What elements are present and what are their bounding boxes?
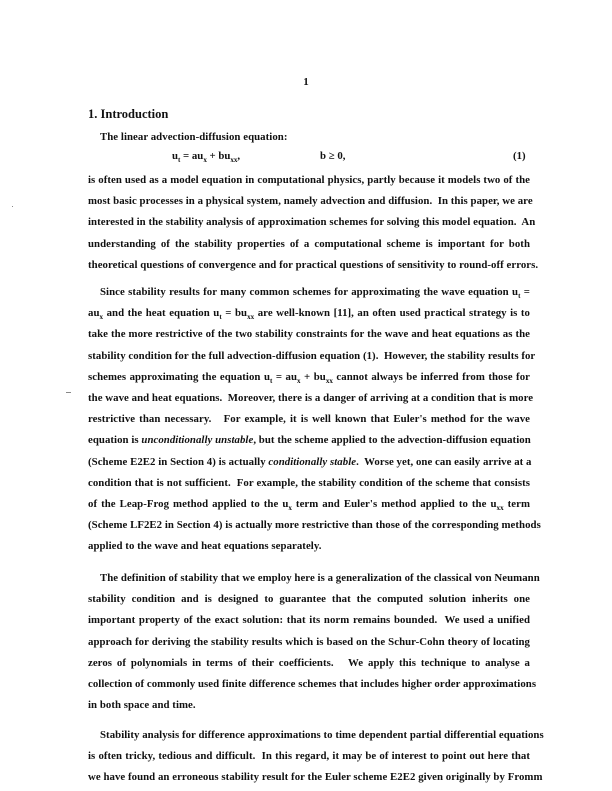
text-run: of the Leap-Frog method applied to the u	[88, 498, 289, 510]
eq-term: = au	[180, 150, 204, 162]
scan-speck	[12, 206, 13, 207]
eq-term: + bu	[206, 150, 231, 162]
equation-label: (1)	[513, 150, 526, 162]
text-line	[88, 237, 530, 251]
subscript: xx	[325, 376, 333, 385]
subscript: x	[288, 504, 292, 512]
text-run: =	[520, 286, 530, 298]
text-line	[88, 349, 536, 363]
text-run: the wave and heat equations. Moreover, there is a danger of arriving at a condition that is more	[88, 392, 534, 404]
text-run: term and Euler's method applied to the u	[291, 498, 497, 510]
eq-term: u	[172, 150, 179, 162]
text-run: is often used as a model equation in computational physics, partly because it models two of the	[88, 174, 530, 186]
text-line	[88, 677, 537, 691]
text-run: The linear advection-diffusion equation:	[100, 131, 288, 143]
text-run: take the more restrictive of the two stability constraints for the wave and heat equations as the	[88, 328, 530, 341]
text-run: (Scheme LF2E2 in Section 4) is actually more restrictive than those of the corresponding methods	[88, 519, 541, 532]
margin-mark	[66, 392, 71, 393]
emphasis: unconditionally unstable	[141, 434, 254, 447]
text-run: . Worse yet, one can easily arrive at a	[356, 455, 532, 468]
text-run: (Scheme E2E2 in Section 4) is actually	[88, 455, 269, 468]
page-number: 1	[303, 76, 309, 88]
subscript: t	[270, 376, 273, 385]
text-line	[88, 698, 530, 712]
text-run: , but the scheme applied to the advection-diffusion equation	[253, 434, 531, 447]
text-run: au	[88, 307, 100, 320]
text-line	[100, 728, 544, 742]
text-run: are well-known [11], an often used practical strategy is to	[254, 307, 531, 320]
text-run: most basic processes in a physical system, namely advection and diffusion. In this paper, we are	[88, 195, 533, 208]
text-line	[88, 215, 536, 229]
equation-condition: b ≥ 0,	[320, 150, 346, 162]
text-line	[88, 173, 530, 187]
text-run: in both space and time.	[88, 699, 196, 712]
text-line	[88, 635, 530, 649]
text-run: schemes approximating the equation u	[88, 370, 271, 383]
text-run: we have found an erroneous stability result for the Euler scheme E2E2 given originally by Fromm	[88, 771, 543, 784]
text-line	[88, 391, 534, 405]
text-run: stability condition for the full advection-diffusion equation (1). However, the stability results for	[88, 349, 536, 362]
text-run: condition that is not sufficient. For example, the stability condition of the scheme that consists	[88, 476, 530, 489]
text-run: = bu	[221, 307, 248, 320]
text-run: restrictive than necessary. For example, it is well known that Euler's method for the wave	[88, 413, 530, 426]
text-run: important property of the exact solution: that its norm remains bounded. We used a unified	[88, 614, 530, 627]
subscript: x	[99, 313, 104, 322]
text-line	[88, 306, 530, 320]
equation-body	[172, 150, 240, 162]
text-line	[88, 770, 543, 784]
emphasis: conditionally stable	[268, 455, 357, 468]
text-run: = au	[272, 370, 298, 383]
text-run: is often tricky, tedious and difficult. In this regard, it may be of interest to point out here that	[88, 750, 530, 763]
text-line	[88, 539, 530, 553]
text-run: Since stability results for many common schemes for approximating the wave equation u	[100, 286, 519, 298]
text-run: theoretical questions of convergence and for practical questions of sensitivity to round-off errors.	[88, 258, 539, 271]
text-line	[88, 518, 541, 532]
text-run: interested in the stability analysis of approximation schemes for solving this model equation. An	[88, 216, 536, 229]
text-run: stability condition and is designed to guarantee that the computed solution inherits one	[88, 593, 530, 606]
subscript: t	[518, 292, 521, 300]
text-line	[88, 497, 530, 511]
text-run: and the heat equation u	[103, 307, 220, 320]
text-line	[88, 327, 530, 341]
eq-sub: t	[178, 156, 181, 164]
text-run: + bu	[300, 370, 326, 383]
text-line	[88, 370, 530, 384]
text-line	[88, 592, 530, 606]
text-run: approach for deriving the stability results which is based on the Schur-Cohn theory of locating	[88, 635, 530, 648]
text-line	[88, 433, 530, 447]
subscript: t	[219, 313, 222, 322]
text-line	[100, 571, 540, 585]
section-heading: 1. Introduction	[88, 107, 169, 121]
text-run: applied to the wave and heat equations separately.	[88, 540, 322, 553]
text-run: equation is	[88, 434, 142, 447]
eq-sub: x	[203, 156, 207, 164]
text-run: The definition of stability that we employ here is a generalization of the classical von Neumann	[100, 572, 540, 584]
text-line	[88, 455, 530, 469]
text-line	[88, 749, 530, 763]
text-run: collection of commonly used finite difference schemes that includes higher order approximations	[88, 678, 537, 690]
text-run: cannot always be inferred from those for	[332, 370, 530, 383]
text-line	[88, 476, 530, 490]
subscript: x	[297, 376, 301, 385]
text-line	[88, 194, 533, 208]
text-line	[88, 412, 530, 426]
eq-sub: xx	[230, 156, 238, 164]
text-run: understanding of the stability properties of a computational scheme is important for both	[88, 237, 530, 250]
text-line	[88, 656, 530, 670]
text-line	[100, 130, 530, 144]
eq-term: ,	[237, 150, 241, 162]
subscript: xx	[496, 504, 504, 512]
text-run: term	[503, 498, 530, 510]
text-run: Stability analysis for difference approximations to time dependent partial differential equations	[100, 729, 544, 741]
subscript: xx	[247, 313, 255, 322]
text-line	[88, 613, 530, 627]
text-run: zeros of polynomials in terms of their coefficients. We apply this technique to analyse a	[88, 656, 530, 669]
text-line	[88, 258, 539, 272]
text-line	[100, 285, 530, 299]
